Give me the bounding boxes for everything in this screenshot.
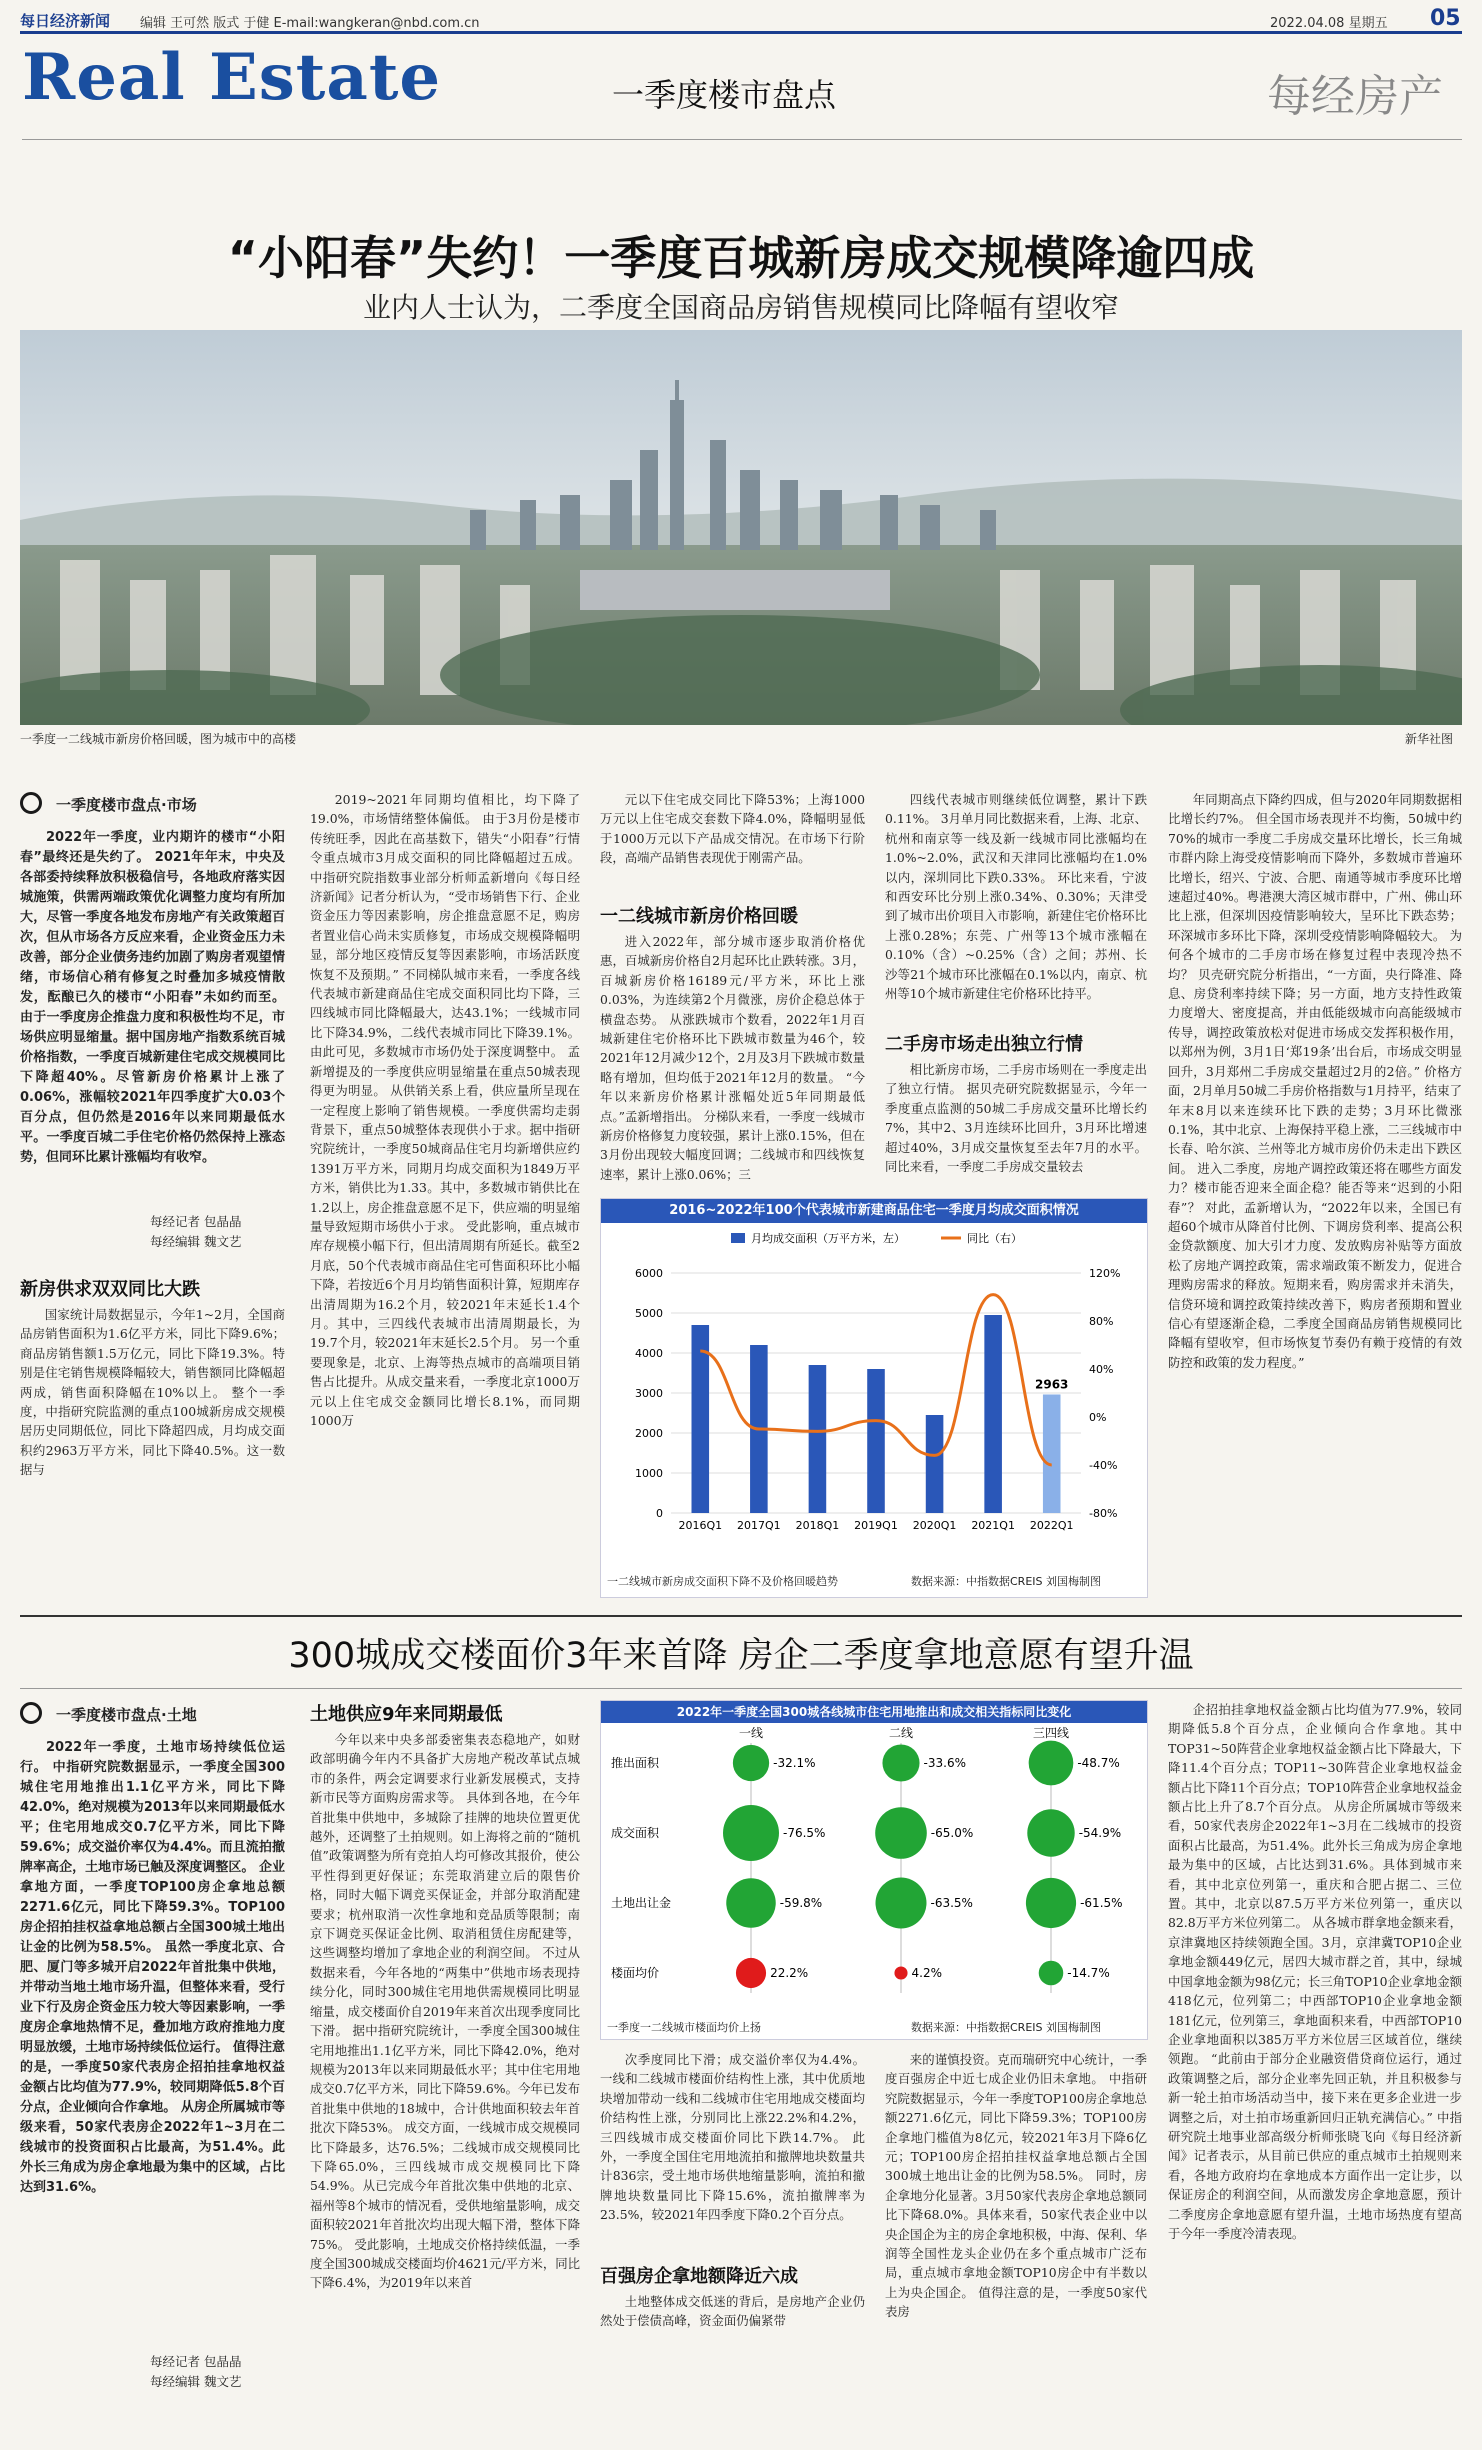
subhead-top100-land: 百强房企拿地额降近六成 xyxy=(600,2266,798,2287)
body-paragraph: 国家统计局数据显示，今年1~2月，全国商品房销售面积为1.6亿平方米，同比下降9.6%；商品房销售额1.5万亿元，同比下降19.3%。特别是住宅销售规模降幅较大，销售额同比降幅超两成，销售面积降幅在10%以上。 整个一季度，中指研究院监测的重点100城新房成交规模居历史同期低位，同比下降超四成，月均成交面积约2963万平方米，同比下降40.5%。这一数据与 xyxy=(20,1307,285,1478)
body-paragraph: 2019~2021年同期均值相比，均下降了19.0%，市场情绪整体偏低。 由于3月份是楼市传统旺季，因此在高基数下，错失“小阳春”行情令重点城市3月成交面积的同比降幅超过五成。 中指研究院指数事业部分析师孟新增向《每日经济新闻》记者分析认为，“受市场销售下行、企业资金压力等因素影响，房企推盘意愿不足，购房者置业信心尚未实质修复，市场成交规模降幅明显，部分地区疫情反复等因素影响，市场活跃度恢复不及预期。” 不同梯队城市来看，一季度各线代表城市新建商品住宅成交面积同比均下降，三四线城市同比降幅最大，达43.1%；一线城市同比下降34.9%，二线代表城市同比下降39.1%。由此可见，多数城市市场仍处于深度调整中。 孟新增提及的一季度供应明显缩量在重点50城表现得更为明显。 从供销关系上看，供应量所呈现在一定程度上影响了销售规模。一季度供需均走弱背景下，重点50城整体表现供小于求。据中指研究院统计，一季度50城商品住宅月均新增供应约1391万平方米，同期月均成交面积为1849万平方米，销供比为1.33。其中，多数城市销供比在1.2以上，房企推盘意愿不足下，供应端的明显缩量导致短期市场供小于求。 受此影响，重点城市库存规模小幅下行，但出清周期有所延长。截至2月底，50个代表城市商品住宅可售面积环比小幅下降，若按近6个月月均销售面积计算，短期库存出清周期为16.2个月，较2021年末延长1.4个月。其中，三四线代表城市出清周期最长，为19.7个月，较2021年末延长2.5个月。 另一个重要现象是，北京、上海等热点城市的高端项目销售占比提升。从成交量来看，一季度北京1000万元以上住宅成交金额同比增长8.1%，而同期1000万 xyxy=(310,792,580,1428)
article2-col3-body xyxy=(600,2050,865,2250)
bubble-value: -65.0% xyxy=(930,1826,974,1840)
section-tag-market xyxy=(20,790,285,820)
body-paragraph: 元以下住宅成交同比下降53%；上海1000万元以上住宅成交套数下降4.0%，降幅明显低于1000万元以下产品成交情况。在市场下行阶段，高端产品销售表现优于刚需产品。 xyxy=(600,792,865,866)
bubble-value: -54.9% xyxy=(1078,1826,1122,1840)
body-paragraph: 进入2022年，部分城市逐步取消价格优惠，百城新房价格自2月起环比止跌转涨。3月，百城新房价格16189元/平方米，环比上涨0.03%，为连续第2个月微涨，房价企稳总体于横盘态势。 从涨跌城市个数看，2022年1月百城新建住宅价格环比下跌城市数量为46个，较2021年12月减少12个，2月及3月下跌城市数量略有增加，但均低于2021年12月的数量。 “今年以来新房价格累计涨幅处近5年同期最低点。”孟新增指出。 分梯队来看，一季度一线城市新房价格修复力度较强，累计上涨0.15%，但在3月份出现较大幅度回调；二线城市和四线恢复速率，累计上涨0.06%；三 xyxy=(600,934,865,1182)
bubble-value: -48.7% xyxy=(1077,1756,1120,1770)
bar xyxy=(867,1369,885,1513)
body-paragraph: 土地整体成交低迷的背后，是房地产企业仍然处于偿债高峰，资金面仍偏紧带 xyxy=(600,2294,865,2329)
issue-date: 2022.04.08 星期五 xyxy=(1270,16,1388,31)
bubble xyxy=(723,1805,779,1861)
chart2-source: 数据来源：中指数据CREIS 刘国梅制图 xyxy=(911,2021,1101,2034)
bubble-value: -14.7% xyxy=(1067,1966,1110,1980)
lead-paragraph: 2022年一季度，业内期许的楼市“小阳春”最终还是失约了。 2021年年末，中央及各部委持续释放积极稳信号，各地政府落实因城施策，供需两端政策优化调整力度均有所加大，尽管一季度各地发布房地产有关政策超百次，但从市场各方反应来看，企业资金压力未改善，部分企业债务违约加剧了购房者观望情绪，市场信心稍有修复之时叠加多城疫情散发，酝酿已久的楼市“小阳春”未如约而至。 由于一季度房企推盘力度和积极性均不足，市场供应明显缩量。据中国房地产指数系统百城价格指数，一季度百城新建住宅成交规模同比下降超40%。尽管新房价格累计上涨了0.06%，涨幅较2021年四季度扩大0.03个百分点，但仍然是2016年以来同期最低水平。一季度百城二手住宅价格仍然保持上涨态势，但同环比累计涨幅均有收窄。 xyxy=(20,830,285,1165)
x-axis-tick: 2022Q1 xyxy=(1029,1519,1074,1532)
body-paragraph: 企招拍挂拿地权益金额占比均值为77.9%，较同期降低5.8个百分点，企业倾向合作拿地。其中TOP31~50阵营企业拿地权益金额占比下降最大，下降11.4个百分点；TOP11~30阵营企业拿地权益金额占比下降11个百分点；TOP10阵营企业拿地权益金额占比上升了8.7个百分点。 从房企所属城市等级来看，50家代表房企2022年1~3月在二线城市的投资面积占比最高，为51.4%。此外长三角成为房企拿地最为集中的区域，占比达到31.6%。具体到城市来看，其中北京位列第一，重庆和合肥占据二、三位置。其中，北京以87.5万平方米位列第一，重庆以82.8万平方米位列第二。 从各城市群拿地金额来看，京津冀地区持续领跑全国。3月，京津冀TOP10企业拿地金额449亿元，居四大城市群之首，其中，绿城中国拿地金额为98亿元；长三角TOP10企业拿地金额418亿元，位列第二；中西部TOP10企业拿地金额181亿元，位列第三，拿地面积来看，中西部TOP10企业拿地面积以385万平方米位居三区域首位，继续领跑。 “此前由于部分企业融资借贷商位运行，通过政策调整之后，部分企业率先回正轨，并且积极参与新一轮土拍市场活动当中，接下来在更多企业进一步调整之后，对土拍市场重新回归正轨充满信心。” 中指研究院土地事业部高级分析师张晓飞向《每日经济新闻》记者表示，从目前已供应的重点城市土拍规则来看，各地方政府均在拿地成本方面作出一定让步，以保证房企的利润空间，从而激发房企拿地意愿，预计二季度房企拿地意愿有望升温，土地市场热度有望高于今年一季度冷清表现。 xyxy=(1168,1702,1462,2241)
right-axis-tick: -80% xyxy=(1089,1507,1118,1520)
right-axis-tick: 0% xyxy=(1089,1411,1107,1424)
bubble-value: 4.2% xyxy=(911,1966,943,1980)
bubble xyxy=(875,1807,927,1859)
body-paragraph: 次季度同比下滑；成交溢价率仅为4.4%。 一线和二线城市楼面价结构性上涨，其中优质地块增加带动一线和二线城市住宅用地成交楼面均价结构性上涨，分别同比上涨22.2%和4.2%，三四线城市成交楼面价同比下跌14.7%。 此外，一季度全国住宅用地流拍和撤牌地块数量共计836宗，受土地市场供地缩量影响，流拍和撤牌地块数量同比下降15.6%，流拍撤牌率为23.5%，较2021年四季度下降0.2个百分点。 xyxy=(600,2052,865,2223)
photo-credit: 新华社图 xyxy=(1405,732,1454,746)
left-axis-tick: 4000 xyxy=(635,1347,663,1360)
bar xyxy=(984,1315,1002,1513)
section-title-en: Real Estate xyxy=(22,40,442,115)
section-divider xyxy=(20,1615,1462,1617)
chart1-source: 数据来源：中指数据CREIS 刘国梅制图 xyxy=(911,1575,1101,1588)
article1-col4-top xyxy=(885,790,1147,1002)
editor-byline: 每经编辑 魏文艺 xyxy=(150,1234,242,1249)
article2-col2 xyxy=(310,1730,580,2440)
article1-headline: “小阳春”失约！一季度百城新房成交规模降逾四成 xyxy=(227,231,1255,285)
page-number: 05 xyxy=(1430,6,1461,31)
right-axis-tick: -40% xyxy=(1089,1459,1118,1472)
left-axis-tick: 3000 xyxy=(635,1387,663,1400)
left-axis-tick: 6000 xyxy=(635,1267,663,1280)
bubble xyxy=(1029,1741,1074,1786)
right-axis-tick: 40% xyxy=(1089,1363,1114,1376)
article1-col2 xyxy=(310,790,580,1605)
bar xyxy=(1043,1394,1061,1513)
article2-headline: 300城成交楼面价3年来首降 房企二季度拿地意愿有望升温 xyxy=(288,1636,1194,1676)
x-axis-tick: 2020Q1 xyxy=(912,1519,957,1532)
left-axis-tick: 1000 xyxy=(635,1467,663,1480)
photo-caption: 一季度一二线城市新房价格回暖，图为城市中的高楼 xyxy=(20,732,297,746)
section-masthead xyxy=(22,40,1462,140)
chart1-caption: 一二线城市新房成交面积下降不及价格回暖趋势 xyxy=(607,1575,838,1588)
row-label: 土地出让金 xyxy=(611,1896,672,1910)
lead-paragraph: 2022年一季度，土地市场持续低位运行。 中指研究院数据显示，一季度全国300城住宅用地推出1.1亿平方米，同比下降42.0%，绝对规模为2013年以来同期最低水平；住宅用地成交0.7亿平方米，同比下降59.6%；成交溢价率仅为4.4%。而且流拍撤牌率高企，土地市场已触及深度调整区。 企业拿地方面，一季度TOP100房企拿地总额2271.6亿元，同比下降59.3%。TOP100房企招拍挂权益拿地总额占全国300城土地出让金的比例为58.5%。 虽然一季度北京、合肥、厦门等多城开启2022年首批集中供地，并带动当地土地市场升温，但整体来看，受行业下行及房企资金压力较大等因素影响，一季度房企拿地热情不足，叠加地方政府推地力度明显放缓，土地市场持续低位运行。 值得注意的是，一季度50家代表房企招拍挂拿地权益金额占比均值为77.9%，较同期降低5.8个百分点，企业倾向合作拿地。 从房企所属城市等级来看，50家代表房企2022年1~3月在二线城市的投资面积占比最高，为51.4%。此外长三角成为房企拿地最为集中的区域，占比达到31.6%。 xyxy=(20,1740,285,2195)
section-tag-label: 一季度楼市盘点·市场 xyxy=(56,796,197,814)
bubble-value: -61.5% xyxy=(1080,1896,1123,1910)
article1-subheadline: 业内人士认为，二季度全国商品房销售规模同比降幅有望收窄 xyxy=(362,291,1119,324)
legend-bar-swatch xyxy=(731,1233,745,1243)
left-axis-tick: 0 xyxy=(656,1507,663,1520)
body-paragraph: 相比新房市场，二手房市场则在一季度走出了独立行情。 据贝壳研究院数据显示，今年一季度重点监测的50城二手房成交量环比增长约7%，其中2、3月连续环比回升，3月环比增速超过40%，3月成交量恢复至去年7月的水平。 同比来看，一季度二手房成交量较去 xyxy=(885,1062,1147,1175)
city-skyline-photo xyxy=(20,330,1462,725)
section-tag-land xyxy=(20,1700,285,1730)
row-label: 楼面均价 xyxy=(611,1966,660,1980)
subhead-supply-demand: 新房供求双双同比大跌 xyxy=(20,1279,200,1300)
x-axis-tick: 2021Q1 xyxy=(971,1519,1015,1532)
body-paragraph: 来的谨慎投资。克而瑞研究中心统计，一季度百强房企中近七成企业仍旧未拿地。 中指研究院数据显示，今年一季度TOP100房企拿地总额2271.6亿元，同比下降59.3%；TOP100房企拿地门槛值为8亿元，较2021年3月下降6亿元；TOP100房企招拍挂权益拿地总额占全国300城土地出让金的比例为58.5%。 同时，房企拿地分化显著。3月50家代表房企拿地总额同比下降68.0%。具体来看，50家代表企业中以央企国企为主的房企拿地积极，中海、保利、华润等全国性龙头企业仍在多个重点城市广泛布局，重点城市拿地金额TOP10房企中有半数以上为央企国企。 值得注意的是，一季度50家代表房 xyxy=(885,2052,1147,2320)
chart-quarterly-transactions xyxy=(600,1198,1148,1598)
subhead-price-recovery: 一二线城市新房价格回暖 xyxy=(600,906,798,927)
bubble-value: -32.1% xyxy=(773,1756,816,1770)
bubble-value: 22.2% xyxy=(770,1966,809,1980)
bar xyxy=(926,1415,944,1513)
article2-lead xyxy=(20,1738,285,2336)
right-axis-tick: 80% xyxy=(1089,1315,1114,1328)
newspaper-name: 每日经济新闻 xyxy=(20,12,111,30)
bubble xyxy=(1027,1809,1074,1856)
headline-rule xyxy=(20,1688,1462,1689)
right-axis-tick: 120% xyxy=(1089,1267,1121,1280)
bubble xyxy=(876,1878,927,1929)
bubble xyxy=(882,1744,919,1781)
article2-col5 xyxy=(1168,1700,1462,2440)
article1-col5 xyxy=(1168,790,1462,1605)
bubble xyxy=(736,1958,766,1988)
left-axis-tick: 2000 xyxy=(635,1427,663,1440)
tag-logo-icon xyxy=(20,792,42,814)
x-axis-tick: 2016Q1 xyxy=(678,1519,723,1532)
legend-bar-label: 月均成交面积（万平方米，左） xyxy=(751,1232,905,1245)
article1-lead xyxy=(20,828,285,1188)
reporter-byline: 每经记者 包晶晶 xyxy=(150,2354,242,2369)
data-label: 2963 xyxy=(1035,1377,1069,1392)
x-axis-tick: 2017Q1 xyxy=(737,1519,781,1532)
page-header xyxy=(20,6,1462,34)
chart-land-indicators xyxy=(600,1700,1148,2040)
body-paragraph: 四线代表城市则继续低位调整，累计下跌0.11%。 3月单月同比数据来看，上海、北京、杭州和南京等一线及新一线城市同比涨幅均在1.0%~2.0%，武汉和天津同比涨幅均在1.0%以内，深圳同比下跌0.33%。 环比来看，宁波和西安环比分别上涨0.34%、0.30%；天津受到了城市出价项目入市影响，新建住宅价格环比上涨0.28%；东莞、广州等13个城市涨幅在0.10%（含）~0.25%（含）之间；苏州、长沙等21个城市环比涨幅在0.1%以内，南京、杭州等10个城市新建住宅价格环比持平。 xyxy=(885,792,1147,1002)
subhead-land-supply: 土地供应9年来同期最低 xyxy=(310,1704,503,1725)
section-topic: 一季度楼市盘点 xyxy=(612,76,837,114)
chart2-svg xyxy=(601,1723,1147,2013)
chart2-title: 2022年一季度全国300城各线城市住宅用地推出和成交相关指标同比变化 xyxy=(601,1701,1147,1723)
article2-col3-bottom xyxy=(600,2292,865,2440)
bubble xyxy=(1039,1961,1064,1986)
column-header: 三四线 xyxy=(1032,1726,1070,1740)
bar xyxy=(809,1365,827,1513)
article2-col4 xyxy=(885,2050,1147,2440)
bubble xyxy=(733,1745,769,1781)
left-axis-tick: 5000 xyxy=(635,1307,663,1320)
bubble-value: -76.5% xyxy=(782,1826,826,1840)
chart2-caption: 一季度一二线城市楼面均价上扬 xyxy=(607,2021,761,2034)
bubble xyxy=(1026,1878,1076,1928)
legend-line-label: 同比（右） xyxy=(967,1232,1022,1245)
bubble-value: -33.6% xyxy=(923,1756,967,1770)
row-label: 成交面积 xyxy=(611,1826,660,1840)
tag-logo-icon xyxy=(20,1702,42,1724)
section-title-cn: 每经房产 xyxy=(1267,71,1443,122)
column-header: 二线 xyxy=(888,1726,914,1740)
body-paragraph: 今年以来中央多部委密集表态稳地产，如财政部明确今年内不具备扩大房地产税改革试点城市的条件，两会定调要求行业新发展模式，支持新市民等方面购房需求等。 具体到各地，在今年首批集中供地中，多城除了挂牌的地块位置更优越外，还调整了土拍规则。如上海将之前的“随机值”政策调整为所有竞拍人均可修改其报价，使公平性得到更好保证；东莞取消建立后的限售价格，同时大幅下调竞买保证金，并部分取消配建要求；杭州取消一次性拿地和竞品质等限制；南京下调竞买保证金比例、取消租赁住房配建等，这些调整均增加了拿地企业的利润空间。 不过从数据来看，今年各地的“两集中”供地市场表现持续分化，同时300城住宅用地供需规模同比明显缩量，成交楼面价自2019年来首次出现季度同比下滑。 据中指研究院统计，一季度全国300城住宅用地推出1.1亿平方米，同比下降42.0%，绝对规模为2013年以来同期最低水平；其中住宅用地成交0.7亿平方米，同比下降59.6%。今年已发布首批集中供地的18城中，合计供地面积较去年首批次下降53%。 成交方面，一线城市成交规模同比下降最多，达76.5%；二线城市成交规模同比下降65.0%，三四线城市成交规模同比下降54.9%。从已完成今年首批次集中供地的北京、福州等8个城市的情况看，受供地缩量影响，成交面积较2021年首批次均出现大幅下滑，整体下降75%。 受此影响，土地成交价格持续低温，一季度全国300城成交楼面均价4621元/平方米，同比下降6.4%，为2019年以来首 xyxy=(310,1732,580,2291)
editor-byline: 每经编辑 魏文艺 xyxy=(150,2374,242,2389)
reporter-byline: 每经记者 包晶晶 xyxy=(150,1214,242,1229)
editor-credits: 编辑 王可然 版式 于健 E-mail:wangkeran@nbd.com.cn xyxy=(140,16,480,31)
article1-col1-body xyxy=(20,1305,285,1605)
bubble xyxy=(894,1966,907,1979)
column-header: 一线 xyxy=(738,1726,764,1740)
bubble xyxy=(726,1878,775,1927)
section-tag-label: 一季度楼市盘点·土地 xyxy=(56,1706,197,1724)
article1-col3-top xyxy=(600,790,865,890)
bubble-value: -63.5% xyxy=(930,1896,973,1910)
x-axis-tick: 2018Q1 xyxy=(795,1519,840,1532)
x-axis-tick: 2019Q1 xyxy=(854,1519,898,1532)
subhead-second-hand: 二手房市场走出独立行情 xyxy=(885,1034,1083,1055)
body-paragraph: 年同期高点下降约四成，但与2020年同期数据相比增长约7%。 但全国市场表现并不均衡，50城中约70%的城市一季度二手房成交量环比增长，长三角城市群内除上海受疫情影响而下降外，多数城市普遍环比增长，绍兴、宁波、合肥、南通等城市季度环比增速超过40%。粤港澳大湾区城市群中，广州、佛山环比上涨，但深圳因疫情影响较大，呈环比下跌态势；环深城市多环比下降，深圳受疫情影响降幅较大。 为何各个城市的二手房市场在修复过程中表现冷热不均？ 贝壳研究院分析指出，“一方面，央行降准、降息、房贷利率持续下降；另一方面，地方支持性政策力度增大、密度提高，并由低能级城市向高能级城市传导，调控政策放松对促进市场成交发挥积极作用，以郑州为例，3月1日‘郑19条’出台后，市场成交明显回升，3月郑州二手房成交量超过2月的2倍。” 价格方面，2月单月50城二手房价格指数与1月持平，结束了年末8月以来连续环比下跌的走势；3月环比微涨0.1%，其中北京、上海保持平稳上涨，二三线城市中长春、哈尔滨、兰州等北方城市房价仍未走出下跌区间。 进入二季度，房地产调控政策还将在哪些方面发力？楼市能否迎来全面企稳？能否等来“迟到的小阳春”？ 对此，孟新增认为，“2022年以来，全国已有超60个城市从降首付比例、下调房贷利率、提高公积金贷款额度、加大引才力度、发放购房补贴等方面放松了房地产调控政策，需求端政策不断发力，促进合理购房需求的释放。短期来看，购房需求并未消失，信贷环境和调控政策持续改善下，购房者预期和置业信心有望逐渐企稳，二季度全国商品房销售规模同比降幅有望收窄，但市场恢复节奏仍有赖于疫情的有效防控和政策的发力程度。” xyxy=(1168,792,1462,1370)
row-label: 推出面积 xyxy=(611,1756,660,1770)
article1-col4-body xyxy=(885,1060,1147,1194)
chart1-svg xyxy=(601,1223,1147,1563)
article1-col3-body xyxy=(600,932,865,1194)
bubble-value: -59.8% xyxy=(779,1896,823,1910)
chart1-title: 2016~2022年100个代表城市新建商品住宅一季度月均成交面积情况 xyxy=(601,1199,1147,1223)
